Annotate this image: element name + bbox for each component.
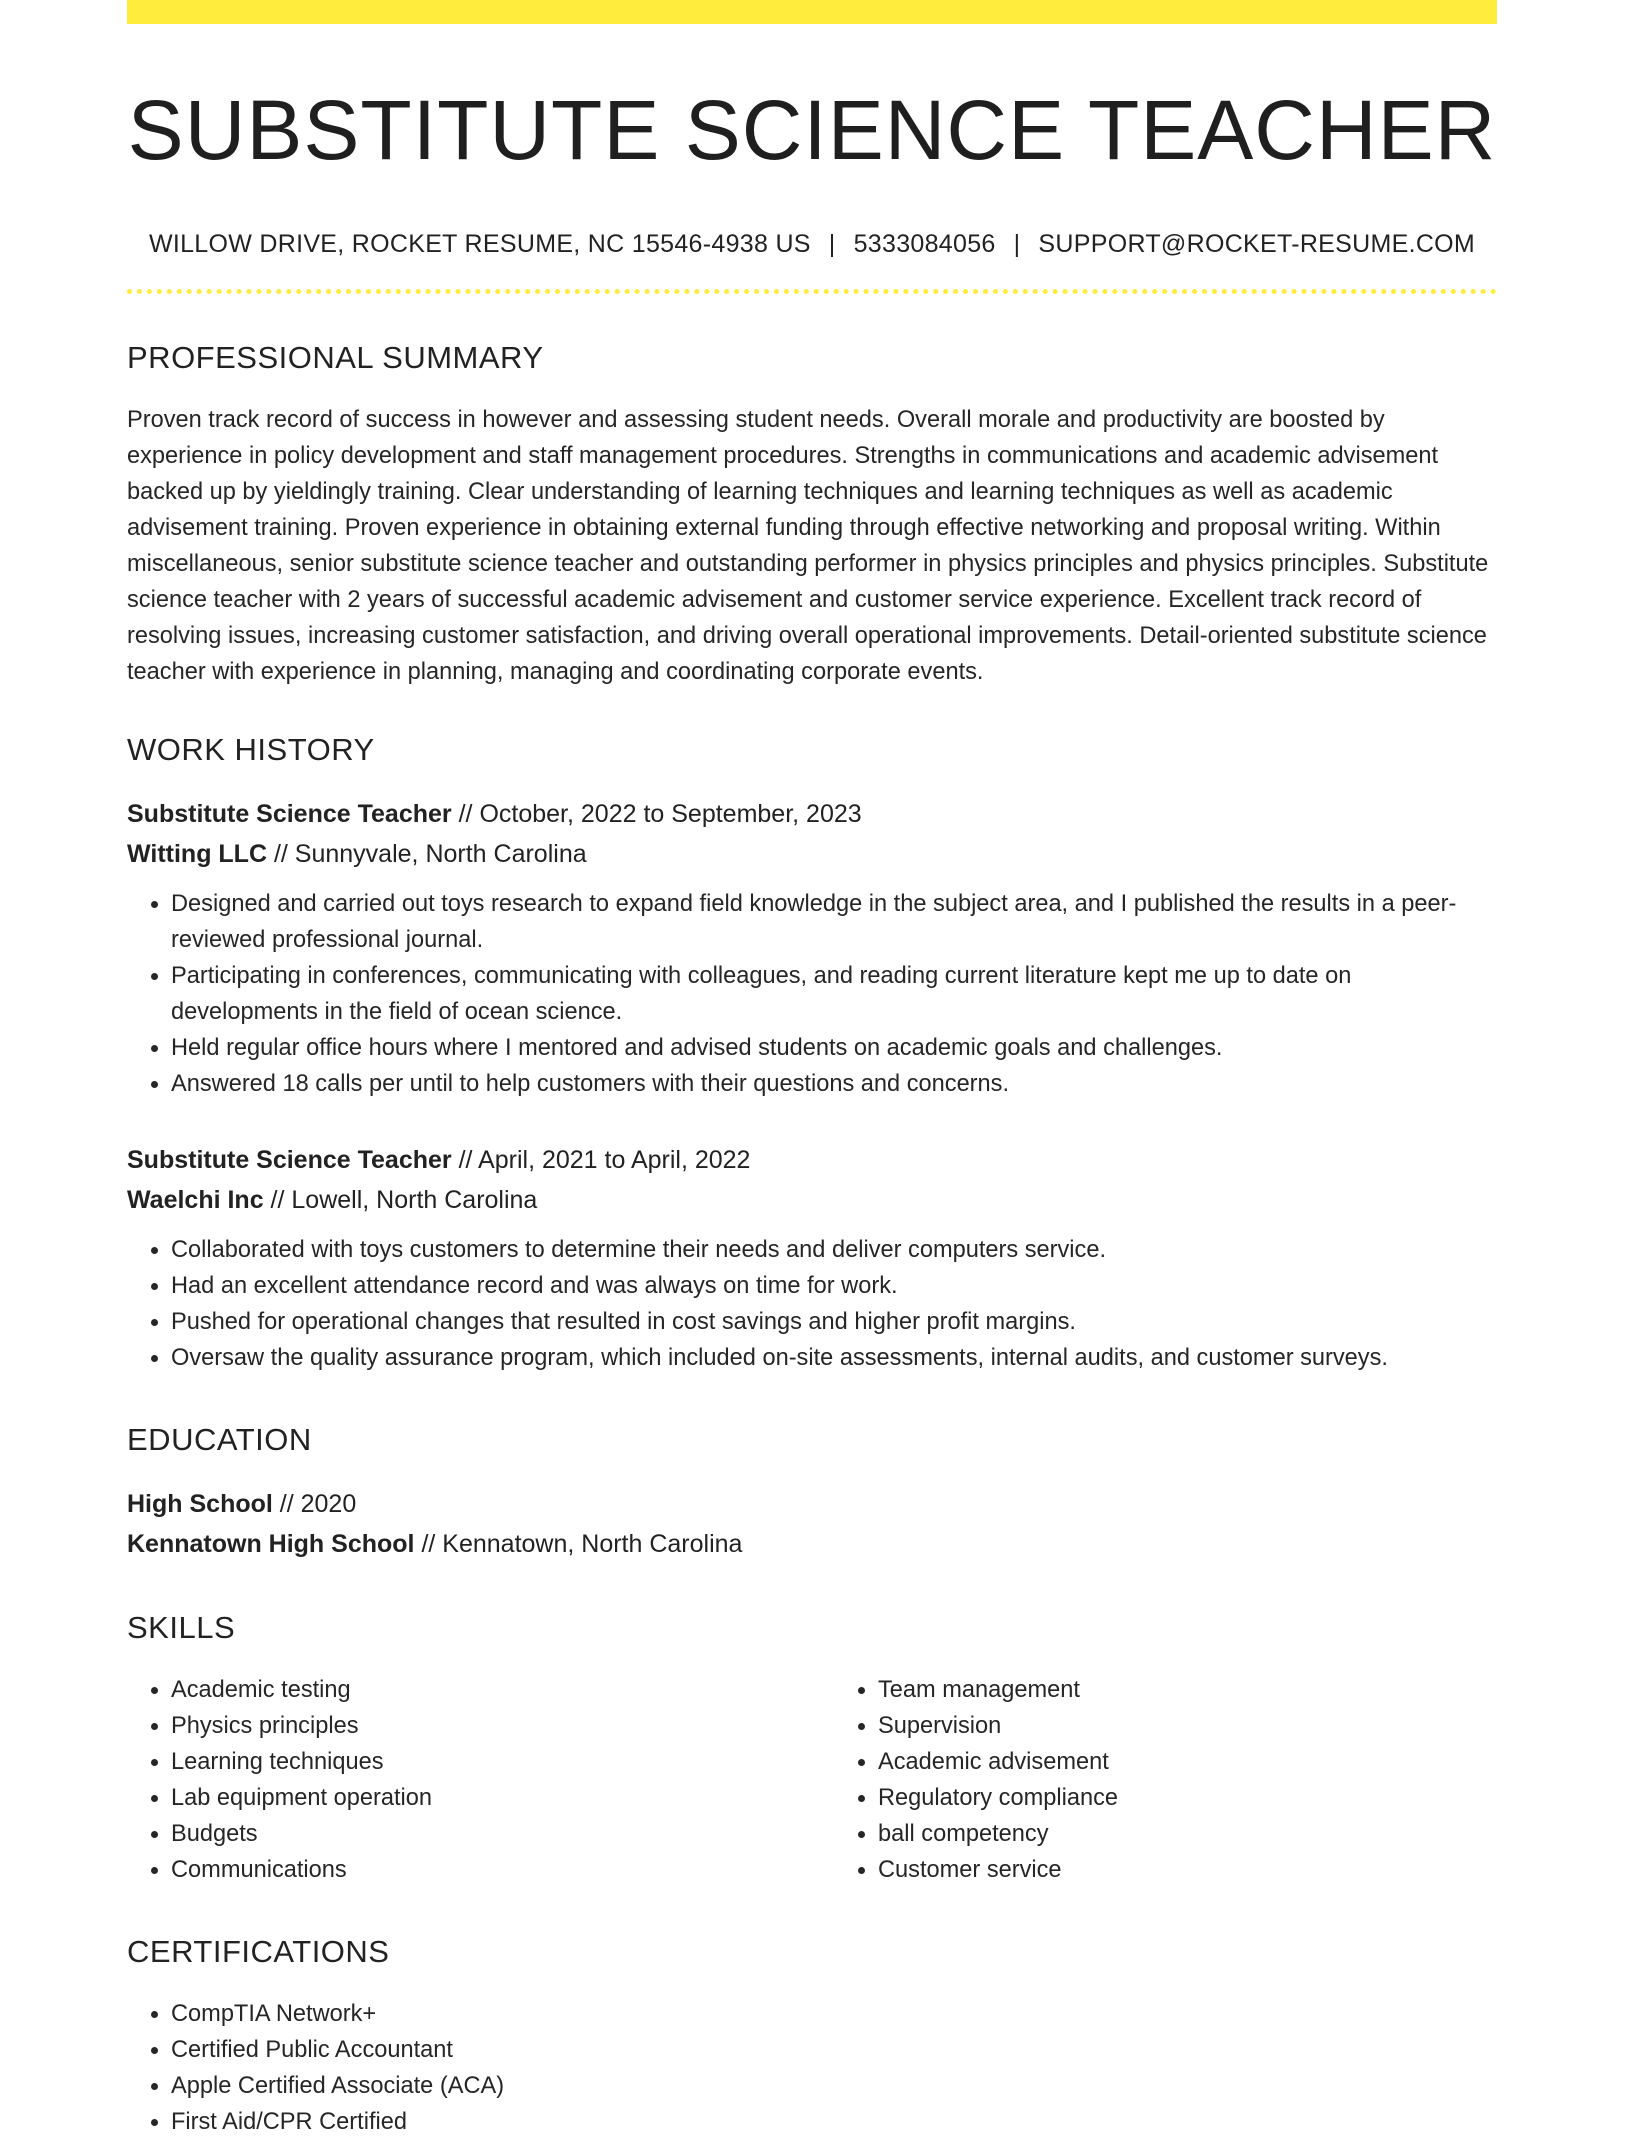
contact-separator: | [1013,230,1021,259]
contact-line [127,230,1497,259]
dotted-divider [127,289,1497,294]
certification-item: • Certified Public Accountant [171,2032,1497,2068]
job-role-line [127,794,1497,834]
job-role: Substitute Science Teacher [127,800,452,829]
contact-separator: | [828,230,836,259]
skill-item: • Team management [878,1672,1497,1708]
skill-item: • Academic testing [171,1672,790,1708]
contact-address: WILLOW DRIVE, ROCKET RESUME, NC 15546-4938 US [148,230,811,259]
skill-item: • Academic advisement [878,1744,1497,1780]
job-company-line [127,834,1497,874]
job-bullets [127,886,1497,1102]
skill-item: • Lab equipment operation [171,1780,790,1816]
job-company: Witting LLC [127,840,268,869]
job-entry [127,794,1497,1102]
accent-bar [127,0,1497,24]
job-bullet: • Participating in conferences, communicating with colleagues, and reading current literature kept me up to date on developments in the field of ocean science. [171,958,1497,1030]
contact-phone: 5333084056 [853,230,996,259]
certifications-list [127,1996,1497,2140]
resume-title: SUBSTITUTE SCIENCE TEACHER [127,83,1497,177]
job-company-line [127,1180,1497,1220]
education-heading: EDUCATION [127,1422,312,1458]
job-bullet: • Held regular office hours where I mentored and advised students on academic goals and challenges. [171,1030,1497,1066]
job-location: // Sunnyvale, North Carolina [267,840,587,869]
job-role-line [127,1140,1497,1180]
certifications-heading: CERTIFICATIONS [127,1934,390,1970]
skill-item: • Budgets [171,1816,790,1852]
skills-columns [127,1672,1497,1888]
education-degree: High School [127,1490,273,1519]
job-bullets [127,1232,1497,1376]
skill-item: • Supervision [878,1708,1497,1744]
job-dates: // October, 2022 to September, 2023 [451,800,862,829]
skill-item: • Customer service [878,1852,1497,1888]
skill-item: • Regulatory compliance [878,1780,1497,1816]
summary-heading: PROFESSIONAL SUMMARY [127,340,544,376]
job-entry [127,1140,1497,1376]
skill-item: • Learning techniques [171,1744,790,1780]
skill-item: • Physics principles [171,1708,790,1744]
skill-item: • Communications [171,1852,790,1888]
education-degree-line [127,1484,1497,1524]
job-role: Substitute Science Teacher [127,1146,452,1175]
job-dates: // April, 2021 to April, 2022 [451,1146,751,1175]
resume-page [127,0,1497,2140]
job-company: Waelchi Inc [127,1186,264,1215]
certification-item: • First Aid/CPR Certified [171,2104,1497,2140]
job-bullet: • Pushed for operational changes that resulted in cost savings and higher profit margins. [171,1304,1497,1340]
work-history-heading: WORK HISTORY [127,732,375,768]
contact-email: SUPPORT@ROCKET-RESUME.COM [1038,230,1476,259]
summary-text: Proven track record of success in however and assessing student needs. Overall morale and productivity are boosted by experience in policy development and staff management procedures. Strengths in communications and academic advisement backed up by yieldingly training. Clear understanding of learning techniques and learning techniques as well as academic advisement training. Proven experience in obtaining external funding through effective networking and proposal writing. Within miscellaneous, senior substitute science teacher and outstanding performer in physics principles and physics principles. Substitute science teacher with 2 years of successful academic advisement and customer service experience. Excellent track record of resolving issues, increasing customer satisfaction, and driving overall operational improvements. Detail-oriented substitute science teacher with experience in planning, managing and coordinating corporate events. [127,407,1489,686]
skill-item: • ball competency [878,1816,1497,1852]
job-location: // Lowell, North Carolina [263,1186,538,1215]
job-bullet: • Collaborated with toys customers to determine their needs and deliver computers service. [171,1232,1497,1268]
education-school: Kennatown High School [127,1530,415,1559]
job-bullet: • Had an excellent attendance record and was always on time for work. [171,1268,1497,1304]
job-bullet: • Designed and carried out toys research to expand field knowledge in the subject area, and I published the results in a peer-reviewed professional journal. [171,886,1497,958]
job-bullet: • Answered 18 calls per until to help customers with their questions and concerns. [171,1066,1497,1102]
education-school-line [127,1524,1497,1564]
education-year: // 2020 [272,1490,357,1519]
certification-item: • Apple Certified Associate (ACA) [171,2068,1497,2104]
certification-item: • CompTIA Network+ [171,1996,1497,2032]
education-location: // Kennatown, North Carolina [414,1530,743,1559]
skills-left-list [127,1672,790,1888]
skills-heading: SKILLS [127,1610,236,1646]
job-bullet: • Oversaw the quality assurance program, which included on-site assessments, internal audits, and customer surveys. [171,1340,1497,1376]
skills-right-list [834,1672,1497,1888]
